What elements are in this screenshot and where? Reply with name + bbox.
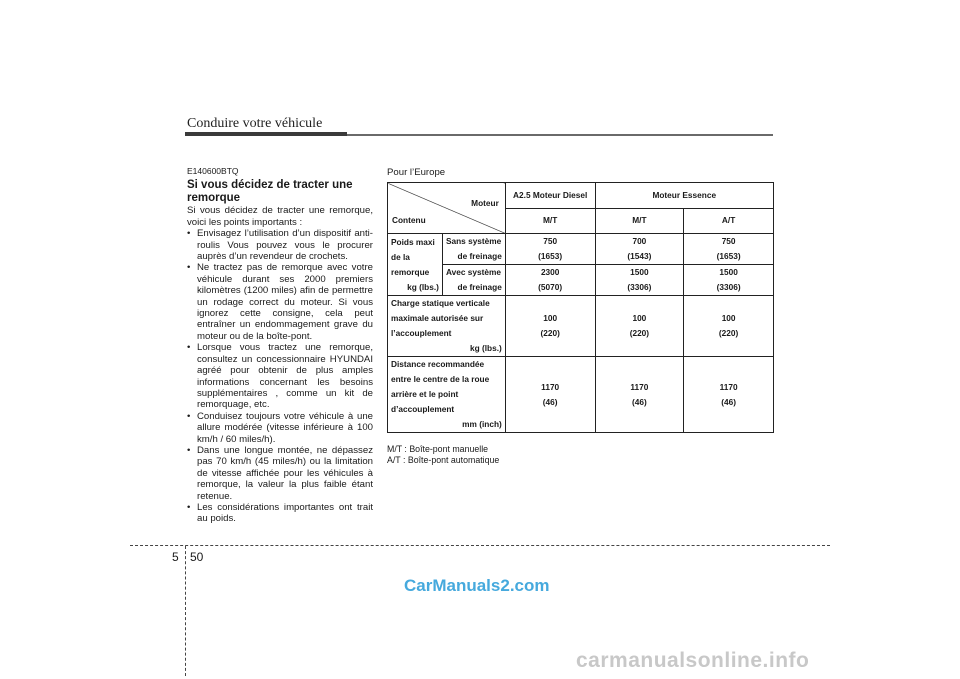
- bullet-item: • Les considérations importantes ont trait au poids.: [187, 502, 373, 525]
- row-label-line: Sans système: [445, 236, 502, 246]
- value: 100: [543, 313, 558, 323]
- value-imperial: (1543): [627, 251, 652, 261]
- row-label-avec: [442, 265, 505, 296]
- row-label-line: Poids maxi: [391, 236, 435, 247]
- bullet-item: • Conduisez toujours votre véhicule à une allure modérée (vitesse inférieure à 100 km/h / 60 miles/h).: [187, 411, 373, 445]
- value: 1170: [719, 381, 738, 392]
- row-label-line: l’accouplement: [391, 328, 452, 338]
- section-intro: Si vous décidez de tracter une remorque, voici les points importants :: [187, 205, 373, 228]
- cell-value: [595, 296, 684, 357]
- bullet-item: • Lorsque vous tractez une remorque, consultez un concessionnaire HYUNDAI agréé pour obtenir de plus amples informations concernant les besoins supplémentaires , comme un kit de remorquage, etc.: [187, 342, 373, 410]
- row-label-line: Charge statique verticale: [391, 298, 490, 308]
- header-rule-dark: [185, 132, 347, 136]
- page-header-title: Conduire votre véhicule: [187, 116, 323, 131]
- value: 750: [543, 236, 558, 246]
- row-label-line: de freinage: [457, 251, 502, 261]
- corner-engine-label: Moteur: [471, 198, 499, 208]
- value-imperial: (1653): [716, 251, 741, 261]
- subheader-essence-mt: M/T: [595, 208, 684, 234]
- section-title: Si vous décidez de tracter une remorque: [187, 179, 353, 204]
- cell-value: [505, 357, 595, 433]
- cell-value: [505, 296, 595, 357]
- watermark-site: carmanualsonline.info: [576, 649, 810, 672]
- cell-value: [595, 234, 684, 265]
- row-label-line: Avec système: [445, 267, 501, 277]
- value-imperial: (1653): [538, 251, 563, 261]
- table-row: [388, 296, 774, 357]
- note-line: A/T : Boîte-pont automatique: [387, 454, 500, 465]
- subheader-diesel-mt: M/T: [505, 208, 595, 234]
- table-row: [388, 234, 774, 265]
- cell-value: [505, 234, 595, 265]
- col-header-diesel: A2.5 Moteur Diesel: [505, 183, 595, 209]
- cell-value: [684, 296, 774, 357]
- value: 2300: [540, 267, 560, 277]
- row-label-line: maximale autorisée sur: [391, 313, 484, 323]
- table-corner-cell: [388, 183, 506, 234]
- row-label-unit: kg (lbs.): [470, 343, 502, 353]
- value: 1500: [719, 267, 738, 277]
- row-label-distance: [388, 357, 506, 433]
- row-label-charge: [388, 296, 506, 357]
- page-number: 50: [190, 550, 204, 564]
- row-label-line: d’accouplement: [391, 404, 455, 414]
- row-label-line: remorque: [391, 266, 430, 277]
- value: 1500: [630, 267, 649, 277]
- row-label-line: arrière et le point: [391, 389, 459, 399]
- row-label-poids: [388, 234, 443, 296]
- col-header-essence: Moteur Essence: [595, 183, 773, 209]
- row-label-line: entre le centre de la roue: [391, 374, 490, 384]
- table-header-row: [388, 183, 774, 209]
- value: 100: [632, 313, 647, 323]
- row-label-unit: kg (lbs.): [407, 281, 439, 292]
- value: 1170: [630, 381, 649, 392]
- bullet-item: • Ne tractez pas de remorque avec votre véhicule durant ses 2000 premiers kilomètres (1200 miles) afin de permettre un rodage correct du moteur. Si vous ignorez cette consigne, cela peut entraîner un endommagement grave du moteur ou de la boîte-pont.: [187, 262, 373, 342]
- value: 100: [721, 313, 736, 323]
- header-rule: [347, 134, 773, 136]
- value-imperial: (3306): [716, 282, 741, 292]
- note-line: M/T : Boîte-pont manuelle: [387, 444, 489, 454]
- value: 1170: [541, 381, 560, 392]
- value-imperial: (3306): [627, 282, 652, 292]
- value: 700: [632, 236, 647, 246]
- value: 750: [721, 236, 736, 246]
- subheader-essence-at: A/T: [684, 208, 774, 234]
- cell-value: [684, 265, 774, 296]
- row-label-unit: mm (inch): [462, 419, 502, 429]
- footer-divider: [185, 546, 186, 676]
- value-imperial: (220): [540, 328, 560, 338]
- row-label-line: de la: [391, 251, 410, 262]
- table-row: [388, 265, 774, 296]
- value-imperial: (220): [718, 328, 739, 338]
- cell-value: [684, 234, 774, 265]
- row-label-line: Distance recommandée: [391, 359, 485, 369]
- chapter-number: 5: [172, 550, 179, 564]
- row-label-sans: [442, 234, 505, 265]
- corner-content-label: Contenu: [392, 215, 426, 225]
- table-caption: Pour l’Europe: [387, 167, 446, 178]
- bullet-list: [187, 228, 373, 525]
- table-notes: [387, 444, 499, 465]
- section-code: E140600BTQ: [187, 166, 239, 176]
- cell-value: [595, 265, 684, 296]
- value-imperial: (46): [542, 396, 558, 407]
- value-imperial: (5070): [538, 282, 563, 292]
- watermark-link[interactable]: CarManuals2.com: [404, 576, 550, 595]
- cell-value: [505, 265, 595, 296]
- row-label-line: de freinage: [457, 282, 502, 292]
- towing-spec-table: [387, 182, 774, 433]
- footer-rule: [130, 545, 830, 546]
- table-row: [388, 357, 774, 433]
- cell-value: [684, 357, 774, 433]
- bullet-item: • Envisagez l’utilisation d’un dispositif anti-roulis Vous pouvez vous le procurer auprès d’un revendeur de crochets.: [187, 228, 373, 262]
- bullet-item: • Dans une longue montée, ne dépassez pas 70 km/h (45 miles/h) ou la limitation de vitesse affichée pour les véhicules à remorque, la valeur la plus faible étant retenue.: [187, 445, 373, 502]
- towing-section: [187, 166, 373, 525]
- value-imperial: (46): [721, 396, 736, 407]
- value-imperial: (220): [629, 328, 650, 338]
- cell-value: [595, 357, 684, 433]
- value-imperial: (46): [632, 396, 647, 407]
